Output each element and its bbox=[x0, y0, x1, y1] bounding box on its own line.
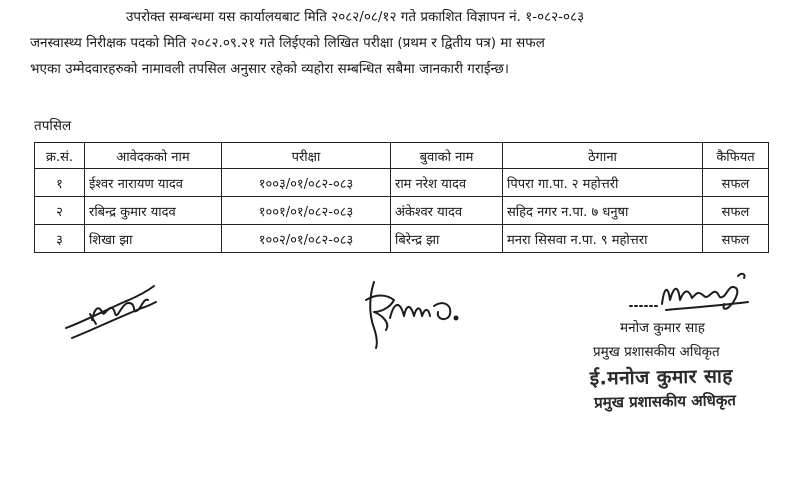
cell-address: मनरा सिसवा न.पा. ९ महोत्तरा bbox=[503, 225, 703, 253]
cell-father: बिरेन्द्र झा bbox=[391, 225, 503, 253]
section-label: तपसिल bbox=[34, 118, 72, 134]
table-row bbox=[35, 225, 769, 253]
cell-father: राम नरेश यादव bbox=[391, 169, 503, 197]
header-exam: परीक्षा bbox=[222, 143, 391, 169]
cell-applicant: शिखा झा bbox=[85, 225, 222, 253]
signature-right bbox=[626, 266, 756, 316]
header-father: बुवाको नाम bbox=[391, 143, 503, 169]
header-remarks: कैफियत bbox=[703, 143, 769, 169]
signatory-name: मनोज कुमार साह bbox=[620, 320, 705, 336]
cell-address: सहिद नगर न.पा. ७ धनुषा bbox=[503, 197, 703, 225]
cell-father: अंकेश्वर यादव bbox=[391, 197, 503, 225]
table-row bbox=[35, 169, 769, 197]
official-stamp bbox=[589, 362, 780, 425]
cell-sn: १ bbox=[35, 169, 85, 197]
stamp-title: प्रमुख प्रशासकीय अधिकृत bbox=[593, 391, 737, 412]
cell-exam: १००१/०१/०८२-०८३ bbox=[222, 197, 391, 225]
header-applicant: आवेदकको नाम bbox=[85, 143, 222, 169]
cell-applicant: ईश्वर नारायण यादव bbox=[85, 169, 222, 197]
notice-line-3: भएका उम्मेदवारहरुको नामावली तपसिल अनुसार रहेको व्यहोरा सम्बन्धित सबैमा जानकारी गराईन्छ। bbox=[30, 61, 509, 77]
header-address: ठेगाना bbox=[503, 143, 703, 169]
results-table bbox=[34, 142, 769, 253]
table-header-row bbox=[35, 143, 769, 169]
header-sn: क्र.सं. bbox=[35, 143, 85, 169]
cell-sn: ३ bbox=[35, 225, 85, 253]
stamp-name: ई.मनोज कुमार साह bbox=[589, 365, 734, 390]
cell-remarks: सफल bbox=[703, 169, 769, 197]
notice-line-1: उपरोक्त सम्बन्धमा यस कार्यालयबाट मिति २०८२/०८/१२ गते प्रकाशित विज्ञापन नं. १-०८२-०८३ bbox=[126, 9, 585, 25]
notice-paragraph bbox=[30, 4, 770, 82]
cell-applicant: रबिन्द्र कुमार यादव bbox=[85, 197, 222, 225]
notice-line-2: जनस्वास्थ्य निरीक्षक पदको मिति २०८२.०९.२१ गते लिईएको लिखित परीक्षा (प्रथम र द्वितीय पत्र) मा सफल bbox=[30, 35, 545, 51]
cell-exam: १००३/०१/०८२-०८३ bbox=[222, 169, 391, 197]
signature-left bbox=[62, 278, 162, 348]
signatory-title: प्रमुख प्रशासकीय अधिकृत bbox=[593, 344, 720, 360]
cell-exam: १००२/०१/०८२-०८३ bbox=[222, 225, 391, 253]
table-row bbox=[35, 197, 769, 225]
cell-address: पिपरा गा.पा. २ महोत्तरी bbox=[503, 169, 703, 197]
signature-middle bbox=[360, 272, 470, 352]
cell-sn: २ bbox=[35, 197, 85, 225]
cell-remarks: सफल bbox=[703, 225, 769, 253]
cell-remarks: सफल bbox=[703, 197, 769, 225]
